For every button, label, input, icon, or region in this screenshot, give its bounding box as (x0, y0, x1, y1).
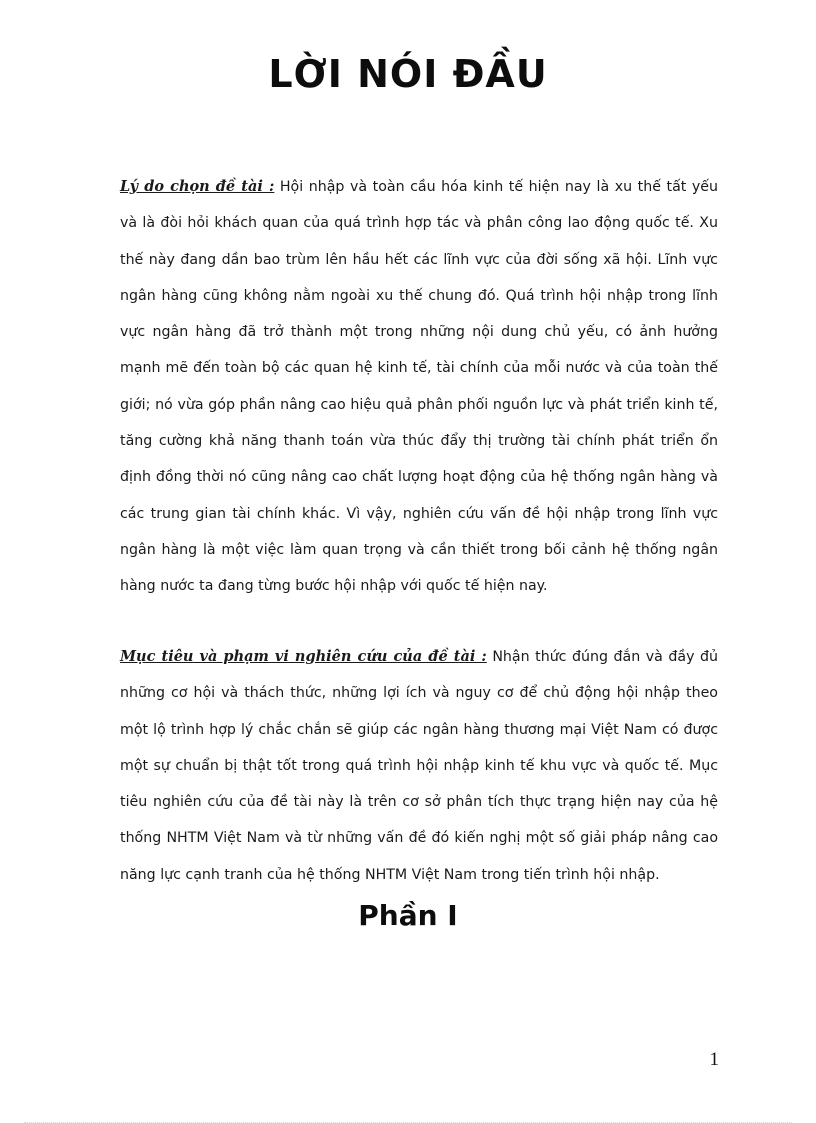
paragraph-objective-text: Nhận thức đúng đắn và đầy đủ những cơ hội và thách thức, những lợi ích và nguy cơ để chủ động hội nhập theo một lộ trình hợp lý chắc chắn sẽ giúp các ngân hàng thương mại Việt Nam có được một sự chuẩn bị thật tốt trong quá trình hội nhập kinh tế khu vực và quốc tế. Mục tiêu nghiên cứu của đề tài này là trên cơ sở phân tích thực trạng hiện nay của hệ thống NHTM Việt Nam và từ những vấn đề đó kiến nghị một số giải pháp nâng cao năng lực cạnh tranh của hệ thống NHTM Việt Nam trong tiến trình hội nhập. (120, 649, 719, 883)
paragraph-reason (120, 169, 718, 605)
paragraph-objective (120, 639, 718, 893)
paragraph-reason-text: Hội nhập và toàn cầu hóa kinh tế hiện nay là xu thế tất yếu và là đòi hỏi khách quan của quá trình hợp tác và phân công lao động quốc tế. Xu thế này đang dần bao trùm lên hầu hết các lĩnh vực của đời sống xã hội. Lĩnh vực ngân hàng cũng không nằm ngoài xu thế chung đó. Quá trình hội nhập trong lĩnh vực ngân hàng đã trở thành một trong những nội dung chủ yếu, có ảnh hưởng mạnh mẽ đến toàn bộ các quan hệ kinh tế, tài chính của mỗi nước và của toàn thế giới; nó vừa góp phần nâng cao hiệu quả phân phối nguồn lực và phát triển kinh tế, tăng cường khả năng thanh toán vừa thúc đẩy thị trường tài chính phát triển ổn định đồng thời nó cũng nâng cao chất lượng hoạt động của hệ thống ngân hàng và các trung gian tài chính khác. Vì vậy, nghiên cứu vấn đề hội nhập trong lĩnh vực ngân hàng là một việc làm quan trọng và cần thiết trong bối cảnh hệ thống ngân hàng nước ta đang từng bước hội nhập với quốc tế hiện nay. (120, 179, 719, 595)
page-title: LỜI NÓI ĐẦU (268, 52, 548, 96)
paragraph-reason-lead: Lý do chọn đề tài : (120, 178, 275, 195)
page-number: 1 (709, 1049, 719, 1070)
section-heading: Phần I (358, 899, 458, 932)
paragraph-objective-lead: Mục tiêu và phạm vi nghiên cứu của đề tài : (120, 648, 487, 665)
